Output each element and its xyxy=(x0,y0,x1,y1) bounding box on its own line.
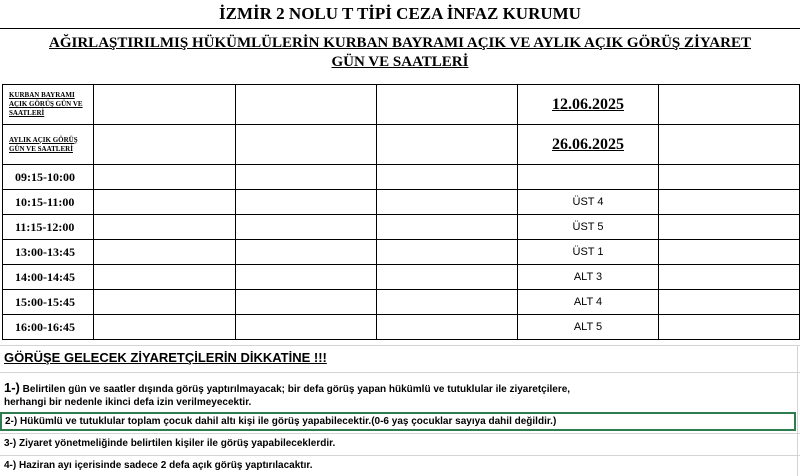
sheet-gridline xyxy=(0,372,800,373)
empty-cell[interactable] xyxy=(377,315,518,340)
schedule-title xyxy=(0,30,800,74)
table-row xyxy=(3,85,800,125)
schedule-title-line1: AĞIRLAŞTIRILMIŞ HÜKÜMLÜLERİN KURBAN BAYRAMI AÇIK VE AYLIK AÇIK GÖRÜŞ ZİYARET xyxy=(49,35,751,51)
table-row xyxy=(3,315,800,340)
rule-2-selected-cell[interactable]: 2-) Hükümlü ve tutuklular toplam çocuk dahil altı kişi ile görüş yapabilecektir.(0-6 yaş çocuklar sayıya dahil değildir.) xyxy=(0,412,796,431)
time-cell[interactable]: 15:00-15:45 xyxy=(3,290,94,315)
slot-cell[interactable]: ALT 3 xyxy=(518,265,659,290)
empty-cell[interactable] xyxy=(377,85,518,125)
empty-cell[interactable] xyxy=(94,265,236,290)
empty-cell[interactable] xyxy=(659,125,800,165)
row-label[interactable]: AYLIK AÇIK GÖRÜŞ GÜN VE SAATLERİ xyxy=(3,125,94,165)
empty-cell[interactable] xyxy=(94,315,236,340)
empty-cell[interactable] xyxy=(377,265,518,290)
table-row xyxy=(3,125,800,165)
table-row xyxy=(3,165,800,190)
empty-cell[interactable] xyxy=(659,240,800,265)
sheet-gridline xyxy=(0,433,800,434)
empty-cell[interactable] xyxy=(659,265,800,290)
time-cell[interactable]: 09:15-10:00 xyxy=(3,165,94,190)
rule-1-text-cont: herhangi bir nedenle ikinci defa izin verilmeyecektir. xyxy=(4,397,252,408)
visit-schedule-table xyxy=(2,84,800,340)
empty-cell[interactable] xyxy=(236,125,377,165)
table-row xyxy=(3,290,800,315)
time-cell[interactable]: 14:00-14:45 xyxy=(3,265,94,290)
sheet-gridline xyxy=(0,345,800,346)
table-row xyxy=(3,215,800,240)
rule-1-text: Belirtilen gün ve saatler dışında görüş yaptırılmayacak; bir defa görüş yapan hükümlü ve tutuklular ile ziyaretçilere, xyxy=(19,384,571,395)
time-cell[interactable]: 11:15-12:00 xyxy=(3,215,94,240)
empty-cell[interactable] xyxy=(94,85,236,125)
empty-cell[interactable] xyxy=(377,290,518,315)
row-label[interactable]: KURBAN BAYRAMI AÇIK GÖRÜŞ GÜN VE SAATLERİ xyxy=(3,85,94,125)
slot-cell[interactable] xyxy=(518,165,659,190)
rule-1 xyxy=(4,381,704,409)
date-cell[interactable]: 12.06.2025 xyxy=(518,85,659,125)
table-row xyxy=(3,190,800,215)
slot-cell[interactable]: ÜST 4 xyxy=(518,190,659,215)
empty-cell[interactable] xyxy=(94,125,236,165)
empty-cell[interactable] xyxy=(659,165,800,190)
rule-4: 4-) Haziran ayı içerisinde sadece 2 defa açık görüş yaptırılacaktır. xyxy=(4,460,313,471)
empty-cell[interactable] xyxy=(659,215,800,240)
notice-title: GÖRÜŞE GELECEK ZİYARETÇİLERİN DİKKATİNE !!! xyxy=(4,350,327,365)
empty-cell[interactable] xyxy=(236,290,377,315)
slot-cell[interactable]: ALT 4 xyxy=(518,290,659,315)
empty-cell[interactable] xyxy=(94,290,236,315)
schedule-title-line2: GÜN VE SAATLERİ xyxy=(331,54,469,70)
empty-cell[interactable] xyxy=(236,265,377,290)
empty-cell[interactable] xyxy=(377,190,518,215)
empty-cell[interactable] xyxy=(236,190,377,215)
empty-cell[interactable] xyxy=(377,215,518,240)
table-row xyxy=(3,265,800,290)
rule-1-number: 1-) xyxy=(4,380,20,395)
empty-cell[interactable] xyxy=(236,240,377,265)
empty-cell[interactable] xyxy=(659,85,800,125)
time-cell[interactable]: 13:00-13:45 xyxy=(3,240,94,265)
empty-cell[interactable] xyxy=(236,165,377,190)
empty-cell[interactable] xyxy=(659,190,800,215)
empty-cell[interactable] xyxy=(377,240,518,265)
empty-cell[interactable] xyxy=(94,165,236,190)
empty-cell[interactable] xyxy=(236,215,377,240)
time-cell[interactable]: 10:15-11:00 xyxy=(3,190,94,215)
empty-cell[interactable] xyxy=(377,125,518,165)
sheet-gridline xyxy=(797,345,798,476)
empty-cell[interactable] xyxy=(94,215,236,240)
empty-cell[interactable] xyxy=(94,240,236,265)
empty-cell[interactable] xyxy=(659,290,800,315)
empty-cell[interactable] xyxy=(236,315,377,340)
empty-cell[interactable] xyxy=(659,315,800,340)
table-row xyxy=(3,240,800,265)
empty-cell[interactable] xyxy=(94,190,236,215)
date-cell[interactable]: 26.06.2025 xyxy=(518,125,659,165)
empty-cell[interactable] xyxy=(377,165,518,190)
empty-cell[interactable] xyxy=(236,85,377,125)
time-cell[interactable]: 16:00-16:45 xyxy=(3,315,94,340)
slot-cell[interactable]: ALT 5 xyxy=(518,315,659,340)
rule-3: 3-) Ziyaret yönetmeliğinde belirtilen kişiler ile görüş yapabileceklerdir. xyxy=(4,438,336,449)
institution-title: İZMİR 2 NOLU T TİPİ CEZA İNFAZ KURUMU xyxy=(0,0,800,29)
sheet-gridline xyxy=(0,455,800,456)
slot-cell[interactable]: ÜST 1 xyxy=(518,240,659,265)
slot-cell[interactable]: ÜST 5 xyxy=(518,215,659,240)
